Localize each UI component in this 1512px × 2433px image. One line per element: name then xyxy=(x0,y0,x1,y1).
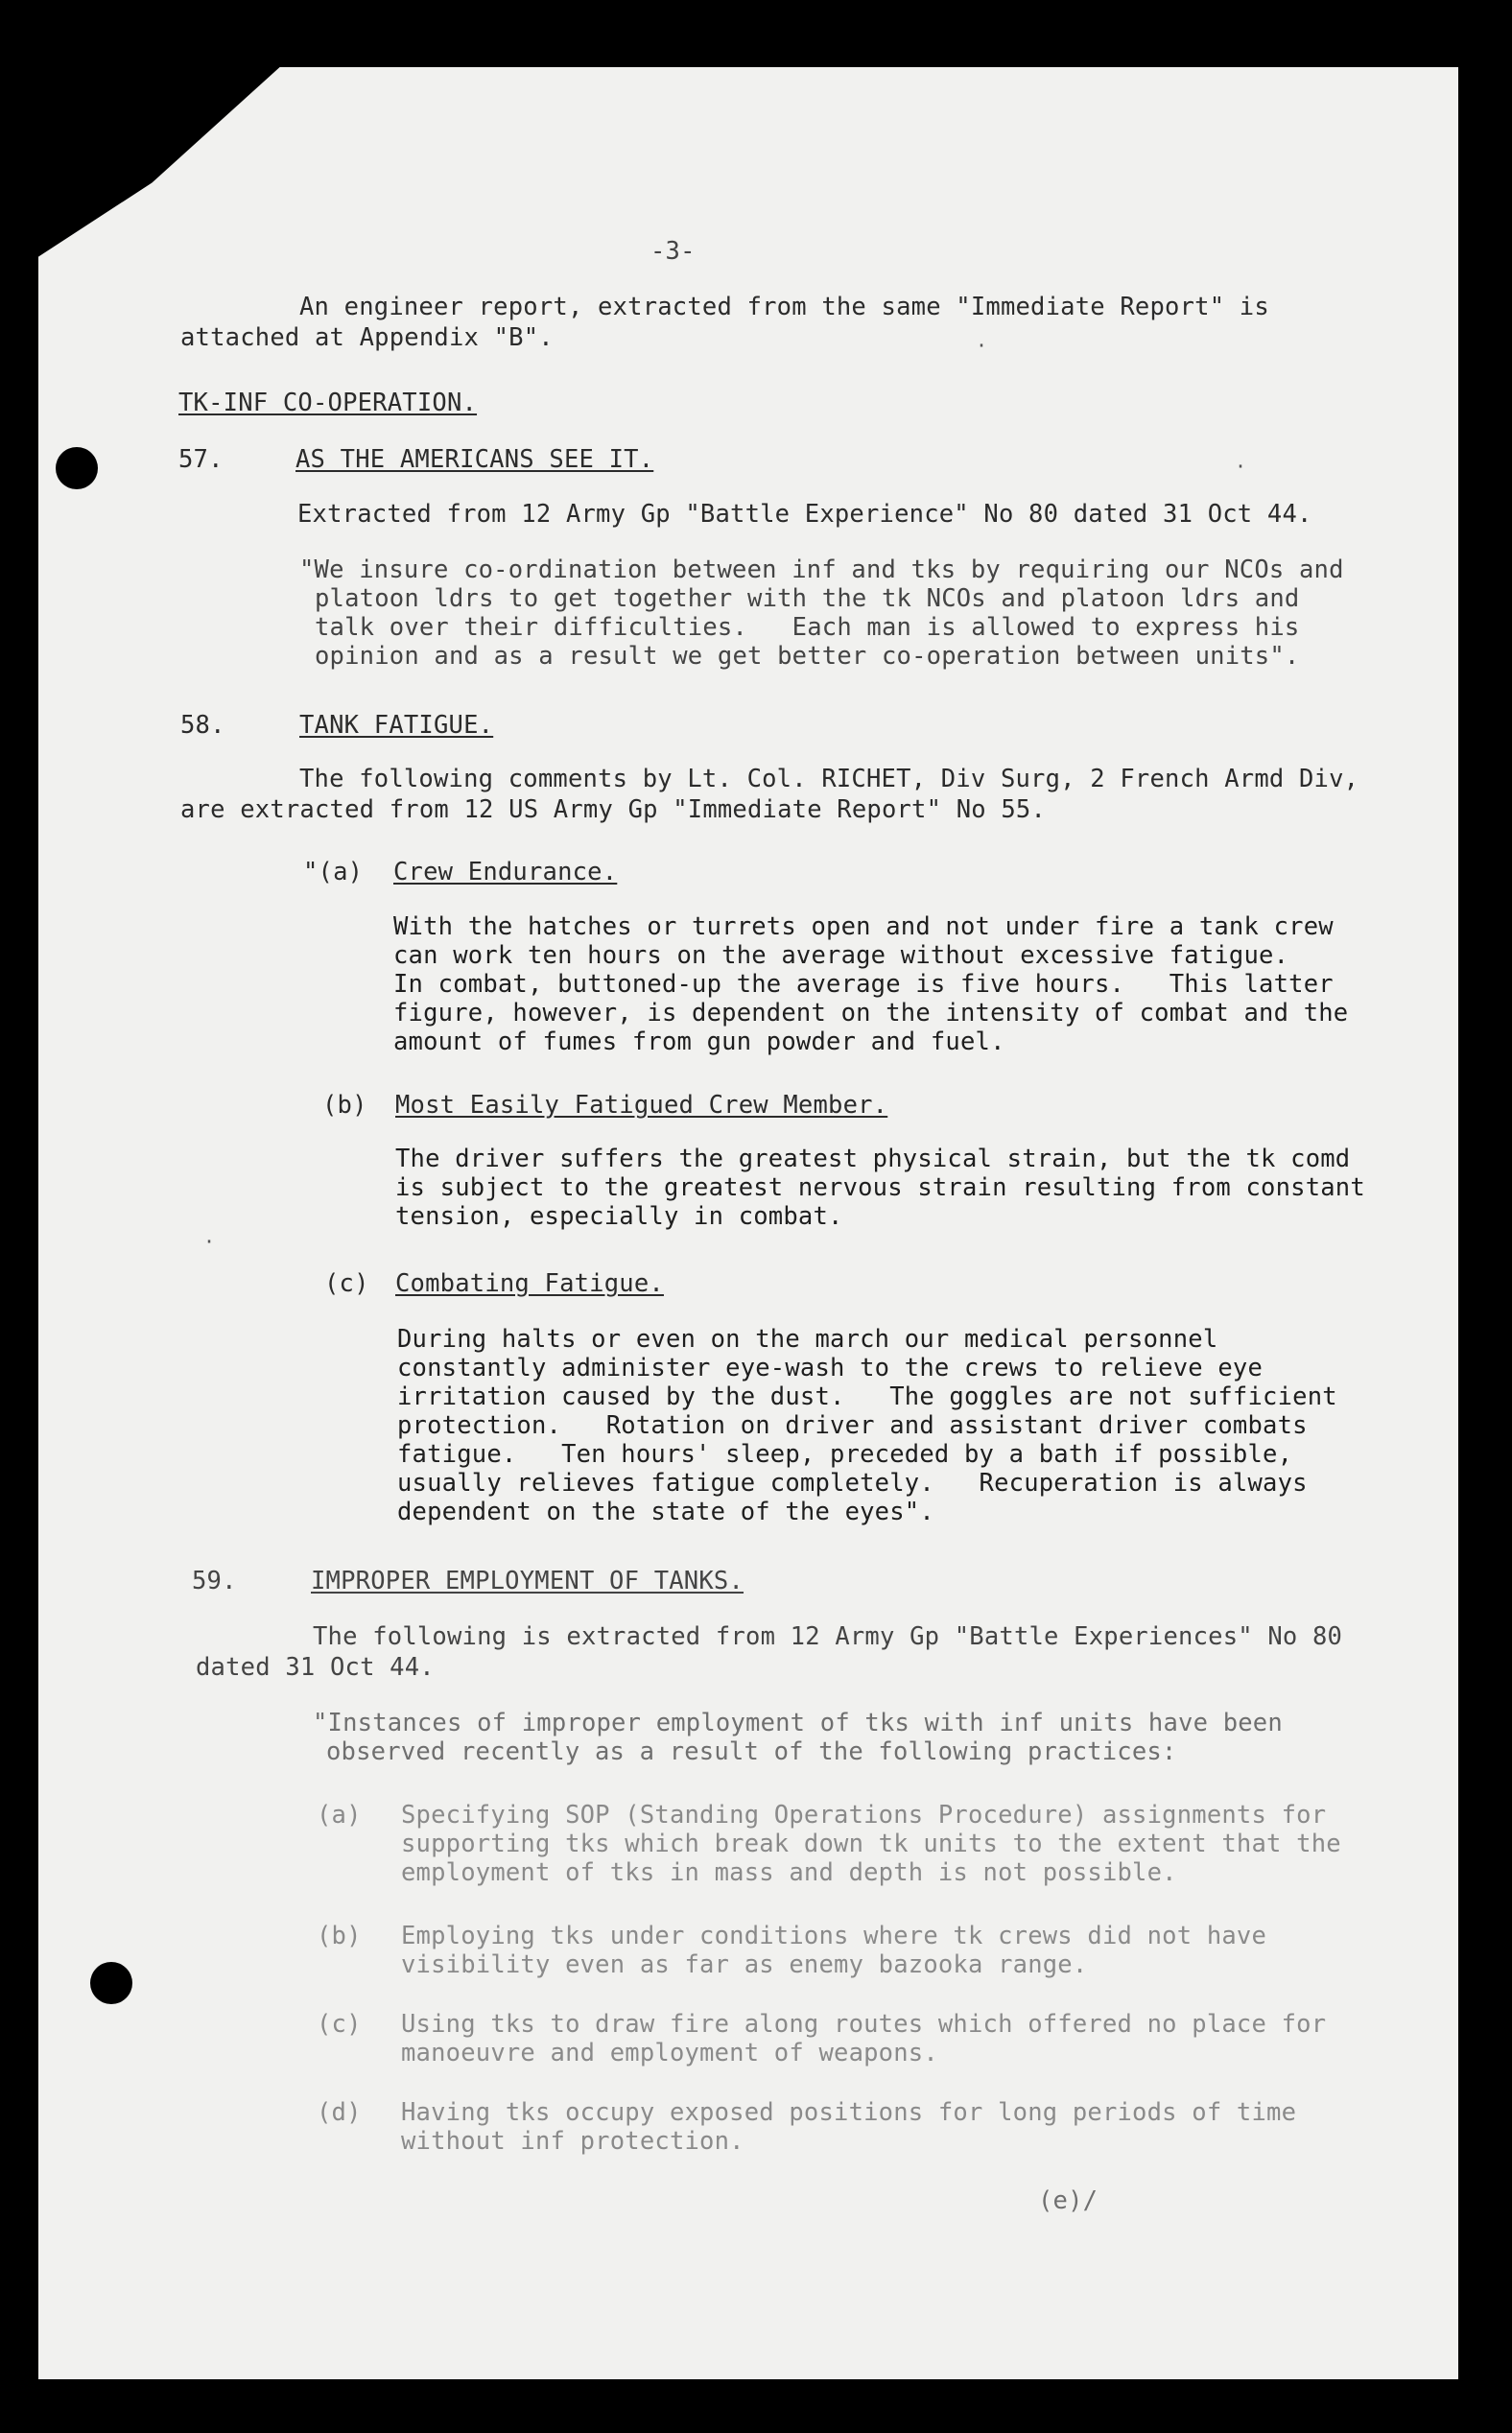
item-59d-line: without inf protection. xyxy=(401,2127,744,2156)
item-58b-line: The driver suffers the greatest physical strain, but the tk comd xyxy=(395,1145,1351,1173)
item-59c-line: manoeuvre and employment of weapons. xyxy=(401,2039,938,2067)
scan-speck: · xyxy=(1235,455,1247,478)
para-59-quote-line: "Instances of improper employment of tks with inf units have been xyxy=(313,1709,1283,1737)
para-57-number: 57. xyxy=(178,445,224,474)
para-59-intro-line: dated 31 Oct 44. xyxy=(196,1653,435,1682)
item-58c-label: (c) xyxy=(324,1269,369,1298)
item-58c-line: fatigue. Ten hours' sleep, preceded by a bath if possible, xyxy=(397,1440,1293,1469)
para-58-number: 58. xyxy=(180,711,225,740)
item-58a-line: amount of fumes from gun powder and fuel. xyxy=(393,1028,1005,1056)
para-59-intro-line: The following is extracted from 12 Army Gp "Battle Experiences" No 80 xyxy=(313,1622,1343,1651)
punch-hole-bottom xyxy=(90,1962,132,2004)
item-59b-label: (b) xyxy=(317,1922,362,1950)
item-59a-line: employment of tks in mass and depth is not possible. xyxy=(401,1858,1177,1887)
item-58c-heading: Combating Fatigue. xyxy=(395,1269,664,1298)
item-58a-line: In combat, buttoned-up the average is five hours. This latter xyxy=(393,970,1334,999)
para-57-quote-line: platoon ldrs to get together with the tk NCOs and platoon ldrs and xyxy=(315,584,1300,613)
item-58c-line: usually relieves fatigue completely. Recuperation is always xyxy=(397,1469,1308,1498)
item-58a-line: With the hatches or turrets open and not under fire a tank crew xyxy=(393,912,1334,941)
para-57-title: AS THE AMERICANS SEE IT. xyxy=(295,445,654,474)
para-57-quote-line: talk over their difficulties. Each man is allowed to express his xyxy=(315,613,1300,642)
item-59a-line: supporting tks which break down tk units to the extent that the xyxy=(401,1830,1341,1858)
para-57-quote-line: opinion and as a result we get better co-operation between units". xyxy=(315,642,1300,671)
item-59d-line: Having tks occupy exposed positions for long periods of time xyxy=(401,2098,1297,2127)
para-57-quote-line: "We insure co-ordination between inf and tks by requiring our NCOs and xyxy=(299,555,1344,584)
item-58a-line: figure, however, is dependent on the intensity of combat and the xyxy=(393,999,1349,1028)
item-59a-line: Specifying SOP (Standing Operations Procedure) assignments for xyxy=(401,1801,1327,1830)
item-58b-heading: Most Easily Fatigued Crew Member. xyxy=(395,1091,888,1120)
intro-line-2: attached at Appendix "B". xyxy=(180,323,554,352)
item-59b-line: Employing tks under conditions where tk crews did not have xyxy=(401,1922,1267,1950)
item-59c-line: Using tks to draw fire along routes which offered no place for xyxy=(401,2010,1327,2039)
para-58-intro-line: The following comments by Lt. Col. RICHET, Div Surg, 2 French Armd Div, xyxy=(299,765,1359,793)
item-58b-line: tension, especially in combat. xyxy=(395,1202,843,1231)
intro-line-1: An engineer report, extracted from the same "Immediate Report" is xyxy=(299,293,1269,321)
scan-speck: · xyxy=(203,1230,216,1253)
para-58-intro-line: are extracted from 12 US Army Gp "Immediate Report" No 55. xyxy=(180,795,1047,824)
item-58a-line: can work ten hours on the average without excessive fatigue. xyxy=(393,941,1289,970)
page-number: -3- xyxy=(650,237,696,266)
item-59a-label: (a) xyxy=(317,1801,362,1830)
item-58a-label: "(a) xyxy=(303,858,364,886)
item-58c-line: During halts or even on the march our medical personnel xyxy=(397,1325,1218,1354)
item-58c-line: protection. Rotation on driver and assistant driver combats xyxy=(397,1411,1308,1440)
scan-speck: · xyxy=(976,334,988,357)
para-59-quote-line: observed recently as a result of the following practices: xyxy=(326,1737,1177,1766)
item-58c-line: irritation caused by the dust. The goggles are not sufficient xyxy=(397,1382,1337,1411)
item-58b-label: (b) xyxy=(322,1091,367,1120)
punch-hole-top xyxy=(56,447,98,489)
item-58c-line: constantly administer eye-wash to the crews to relieve eye xyxy=(397,1354,1264,1382)
para-58-title: TANK FATIGUE. xyxy=(299,711,494,740)
item-58c-line: dependent on the state of the eyes". xyxy=(397,1498,934,1526)
continuation-marker: (e)/ xyxy=(1038,2186,1099,2215)
item-58b-line: is subject to the greatest nervous strain resulting from constant xyxy=(395,1173,1365,1202)
para-59-number: 59. xyxy=(192,1567,237,1595)
item-59b-line: visibility even as far as enemy bazooka range. xyxy=(401,1950,1088,1979)
para-57-source: Extracted from 12 Army Gp "Battle Experience" No 80 dated 31 Oct 44. xyxy=(297,500,1312,529)
para-59-title: IMPROPER EMPLOYMENT OF TANKS. xyxy=(311,1567,744,1595)
section-heading: TK-INF CO-OPERATION. xyxy=(178,389,478,417)
item-59c-label: (c) xyxy=(317,2010,362,2039)
item-59d-label: (d) xyxy=(317,2098,362,2127)
item-58a-heading: Crew Endurance. xyxy=(393,858,618,886)
